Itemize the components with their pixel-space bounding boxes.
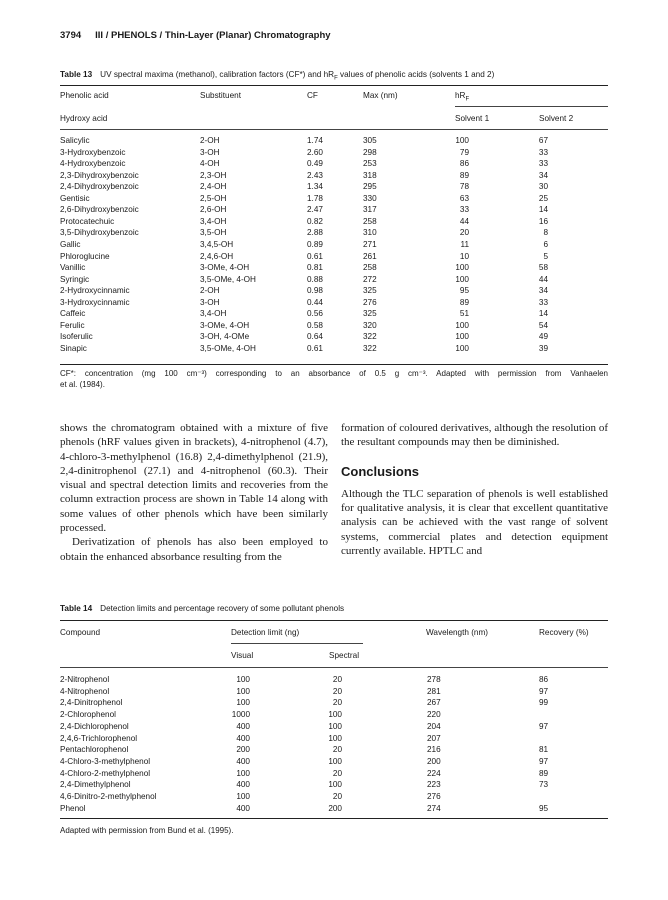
table13-cell: 258 bbox=[363, 216, 377, 226]
table14-label: Table 14 bbox=[60, 604, 93, 613]
table13-cell: 2,4-OH bbox=[200, 182, 227, 192]
table14-col-compound: Compound bbox=[60, 628, 101, 637]
table13-cell: 317 bbox=[363, 205, 377, 215]
table14-cell: 224 bbox=[427, 768, 441, 778]
table14-footnote: Adapted with permission from Bund et al. (1995). bbox=[60, 826, 234, 835]
table13-cell: 6 bbox=[543, 239, 548, 249]
table13-cell: Caffeic bbox=[60, 309, 86, 319]
table13-cell: 4-Hydroxybenzoic bbox=[60, 159, 126, 169]
table13-cell: 310 bbox=[363, 228, 377, 238]
table14-col-detection: Detection limit (ng) bbox=[231, 628, 300, 637]
table14-cell: 278 bbox=[427, 675, 441, 684]
table13-cell: 2.88 bbox=[307, 228, 323, 238]
table13-cell: Ferulic bbox=[60, 320, 85, 330]
table13-cell: 0.64 bbox=[307, 332, 323, 342]
table14-cell: 100 bbox=[328, 780, 342, 790]
table14-col-spectral: Spectral bbox=[329, 651, 360, 660]
table13-cell: 322 bbox=[363, 343, 377, 353]
table13-cell: 33 bbox=[538, 147, 548, 157]
table14-cell: 20 bbox=[332, 768, 342, 778]
table13-cell: 2,6-OH bbox=[200, 205, 227, 215]
table13-cell: 100 bbox=[455, 320, 469, 330]
table13-cell: 3-OMe, 4-OH bbox=[200, 263, 250, 273]
table13-cell: 100 bbox=[455, 343, 469, 353]
table13-col-phenolic-acid: Phenolic acid bbox=[60, 91, 109, 100]
table13-cell: 325 bbox=[363, 286, 377, 296]
table13-cell: 0.61 bbox=[307, 343, 323, 353]
table13-cell: 100 bbox=[455, 332, 469, 342]
table13-cell: 271 bbox=[363, 239, 377, 249]
table14-cell: 400 bbox=[236, 733, 250, 743]
table14-cell: 97 bbox=[539, 686, 549, 696]
table13-cell: Isoferulic bbox=[60, 332, 93, 342]
table14-col-visual: Visual bbox=[231, 651, 254, 660]
table13-cell: 78 bbox=[459, 182, 469, 192]
table13-cell: 33 bbox=[459, 205, 469, 215]
table14-cell: 276 bbox=[427, 792, 441, 801]
table14-cell: 200 bbox=[427, 756, 441, 766]
table13-cell: 44 bbox=[538, 274, 548, 284]
table14-cell: 100 bbox=[236, 686, 250, 696]
table13-caption: Table 13 UV spectral maxima (methanol), calibration factors (CF*) and $hR_F$ values of phenolic acids (solvents 1 and 2) bbox=[60, 70, 495, 82]
table14-cell: 100 bbox=[328, 733, 342, 743]
table13-cell: 2.43 bbox=[307, 170, 323, 180]
table13-cell: 3-OMe, 4-OH bbox=[200, 320, 250, 330]
table14-cell: 4-Chloro-3-methylphenol bbox=[60, 756, 151, 766]
table13-header-rule bbox=[60, 129, 608, 130]
body-paragraph: shows the chromatogram obtained with a mixture of five phenols (hRF values given in brackets), 4-nitrophenol (4.7), 4-chloro-3-methylphenol (16.8) 2,4-dimethylphenol (21.9), 2,4-dinitrophenol (27.1) and 4-nitrophenol (60.3). Their visual and spectral detection limits and recoveries from the column extraction process are shown in Table 14 along with some values of other phenols which have been similarly processed. bbox=[60, 422, 328, 535]
table13-cell: 11 bbox=[460, 239, 469, 249]
table14-cell: 400 bbox=[236, 756, 250, 766]
table13-cell: 0.56 bbox=[307, 309, 323, 319]
table13-cell: Protocatechuic bbox=[60, 216, 115, 226]
table13-cell: 0.49 bbox=[307, 159, 323, 169]
table13-cell: Salicylic bbox=[60, 136, 90, 145]
table13-footnote: CF*: concentration (mg 100 cm⁻³) corresponding to an absorbance of 0.5 g cm⁻³. Adapted with permission from Vanhaelen et al. (1984). bbox=[60, 369, 608, 389]
table13-cell: 0.82 bbox=[307, 216, 323, 226]
table13-cell: Phloroglucine bbox=[60, 251, 110, 261]
table14-detection-rule bbox=[231, 643, 363, 644]
table13-cell: 3-OH bbox=[200, 147, 220, 157]
table13-bottom-rule bbox=[60, 364, 608, 365]
table13-cell: Gentisic bbox=[60, 193, 90, 203]
table14-cell: 400 bbox=[236, 803, 250, 813]
table13-cell: 1.74 bbox=[307, 136, 323, 145]
table13-cell: Sinapic bbox=[60, 343, 87, 353]
table13-cell: 3,5-OMe, 4-OH bbox=[200, 343, 256, 353]
table13-cell: 34 bbox=[538, 170, 548, 180]
table13-cell: 14 bbox=[538, 205, 548, 215]
table14-cell: 100 bbox=[236, 768, 250, 778]
table13-cell: 2-Hydroxycinnamic bbox=[60, 286, 130, 296]
table14-cell: 100 bbox=[328, 710, 342, 720]
table14-cell: 274 bbox=[427, 803, 441, 813]
table14-cell: 100 bbox=[328, 756, 342, 766]
table13-cell: 1.34 bbox=[307, 182, 323, 192]
table14-cell: 20 bbox=[332, 698, 342, 708]
table14-cell: 100 bbox=[328, 721, 342, 731]
table13-cell: 3,5-OH bbox=[200, 228, 227, 238]
table13-cell: 63 bbox=[459, 193, 469, 203]
body-paragraph: Although the TLC separation of phenols is well established for qualitative analysis, it is clear that excellent quantitative analysis can be achieved with the vast range of solvent systems, commercial plates and detection equipment currently available. HPTLC and bbox=[341, 487, 608, 558]
table13-cell: 30 bbox=[538, 182, 548, 192]
table13-cell: 261 bbox=[363, 251, 377, 261]
table13-cell: 0.88 bbox=[307, 274, 323, 284]
table13-col-substituent: Substituent bbox=[200, 91, 241, 100]
table13-cell: 2,4-Dihydroxybenzoic bbox=[60, 182, 139, 192]
table13-cell: 3,4-OH bbox=[200, 309, 227, 319]
table13-cell: 8 bbox=[543, 228, 548, 238]
table14-cell: 2,4,6-Trichlorophenol bbox=[60, 733, 138, 743]
table13-cell: 100 bbox=[455, 263, 469, 273]
table13-col-hrf: $hR_F$ bbox=[455, 91, 470, 103]
body-right-column bbox=[341, 421, 608, 558]
table13-cell: 295 bbox=[363, 182, 377, 192]
table14-cell: 95 bbox=[539, 803, 549, 813]
table13-cell: 16 bbox=[538, 216, 548, 226]
table14-cell: 4-Chloro-2-methylphenol bbox=[60, 768, 151, 778]
table13-cell: 1.78 bbox=[307, 193, 323, 203]
table13-cell: 4-OH bbox=[200, 159, 220, 169]
table14-cell: 2-Chlorophenol bbox=[60, 710, 116, 720]
table13-cell: 2,4,6-OH bbox=[200, 251, 234, 261]
table13-cell: 2,5-OH bbox=[200, 193, 227, 203]
table14-cell: 20 bbox=[332, 745, 342, 755]
body-paragraph: formation of coloured derivatives, although the resolution of the resultant compounds may then be diminished. bbox=[341, 422, 608, 449]
table13-cell: 44 bbox=[459, 216, 469, 226]
table13-cell: 49 bbox=[538, 332, 548, 342]
table13-cell: 3,4-OH bbox=[200, 216, 227, 226]
table14-cell: 20 bbox=[332, 675, 342, 684]
table13-cell: 0.44 bbox=[307, 297, 323, 307]
table14-cell: 223 bbox=[427, 780, 441, 790]
table14-cell: 400 bbox=[236, 721, 250, 731]
table14-cell: 200 bbox=[328, 803, 342, 813]
table13-cell: 253 bbox=[363, 159, 377, 169]
table14-cell: 281 bbox=[427, 686, 441, 696]
table13-cell: 20 bbox=[459, 228, 469, 238]
table13-cell: 2-OH bbox=[200, 136, 220, 145]
table13-col-solvent2: Solvent 2 bbox=[539, 114, 574, 123]
table13-cell: 3-Hydroxycinnamic bbox=[60, 297, 130, 307]
table14-cell: 86 bbox=[539, 675, 549, 684]
table13-cell: 2.47 bbox=[307, 205, 323, 215]
table14-cell: Phenol bbox=[60, 803, 86, 813]
table13-cell: 0.61 bbox=[307, 251, 323, 261]
table14-cell: 4,6-Dinitro-2-methylphenol bbox=[60, 792, 157, 801]
table14-cell: 216 bbox=[427, 745, 441, 755]
table14-cell: 200 bbox=[236, 745, 250, 755]
table13-cell: 322 bbox=[363, 332, 377, 342]
table13-cell: 39 bbox=[538, 343, 548, 353]
table13-cell: 3-OH bbox=[200, 297, 220, 307]
table13-cell: 2-OH bbox=[200, 286, 220, 296]
section-heading: Conclusions bbox=[341, 463, 420, 479]
table13-cell: 3-Hydroxybenzoic bbox=[60, 147, 126, 157]
table13-cell: 325 bbox=[363, 309, 377, 319]
table13-cell: 58 bbox=[538, 263, 548, 273]
table13-top-rule bbox=[60, 85, 608, 86]
table13-cell: 318 bbox=[363, 170, 377, 180]
table13-cell: 272 bbox=[363, 274, 377, 284]
table13-cell: 3,5-Dihydroxybenzoic bbox=[60, 228, 139, 238]
table13-cell: 0.81 bbox=[307, 263, 323, 273]
table14-cell: Pentachlorophenol bbox=[60, 745, 129, 755]
table14-cell: 2,4-Dichlorophenol bbox=[60, 721, 129, 731]
table13-cell: 33 bbox=[538, 297, 548, 307]
table14-cell: 20 bbox=[332, 686, 342, 696]
table13-cell: 2.60 bbox=[307, 147, 323, 157]
table13-cell: 89 bbox=[459, 170, 469, 180]
table13-cell: 67 bbox=[538, 136, 548, 145]
table13-col-solvent1: Solvent 1 bbox=[455, 114, 490, 123]
table13-group-label: Hydroxy acid bbox=[60, 114, 108, 123]
table14-caption: Table 14 Detection limits and percentage recovery of some pollutant phenols bbox=[60, 604, 345, 613]
table14-cell: 400 bbox=[236, 780, 250, 790]
table13-cell: 33 bbox=[538, 159, 548, 169]
table14-cell: 99 bbox=[539, 698, 549, 708]
table14-cell: 100 bbox=[236, 675, 250, 684]
table13-label: Table 13 bbox=[60, 70, 93, 79]
table13-cell: 86 bbox=[459, 159, 469, 169]
table14-cell: 73 bbox=[539, 780, 549, 790]
table13-col-max: Max (nm) bbox=[363, 91, 398, 100]
table13-cell: 2,3-OH bbox=[200, 170, 227, 180]
running-title: III / PHENOLS / Thin-Layer (Planar) Chromatography bbox=[95, 30, 331, 41]
table14-col-wavelength: Wavelength (nm) bbox=[426, 628, 489, 637]
table14-cell: 207 bbox=[427, 733, 441, 743]
table14-header-rule bbox=[60, 667, 608, 668]
table14-cell: 267 bbox=[427, 698, 441, 708]
table13-cell: 95 bbox=[459, 286, 469, 296]
table13-cell: 54 bbox=[538, 320, 548, 330]
table14-top-rule bbox=[60, 620, 608, 621]
table13-cell: Gallic bbox=[60, 239, 81, 249]
table14-cell: 4-Nitrophenol bbox=[60, 686, 110, 696]
table14-cell: 2,4-Dimethylphenol bbox=[60, 780, 131, 790]
table13-cell: 79 bbox=[459, 147, 469, 157]
table13-cell: 3,5-OMe, 4-OH bbox=[200, 274, 256, 284]
table13-cell: 14 bbox=[538, 309, 548, 319]
table13-cell: 330 bbox=[363, 193, 377, 203]
table13-cell: 258 bbox=[363, 263, 377, 273]
table14-cell: 2,4-Dinitrophenol bbox=[60, 698, 123, 708]
table13-cell: 298 bbox=[363, 147, 377, 157]
page-number: 3794 bbox=[60, 30, 82, 41]
table13-cell: 0.98 bbox=[307, 286, 323, 296]
table13-cell: 0.58 bbox=[307, 320, 323, 330]
table14-cell: 89 bbox=[539, 768, 549, 778]
table13-cell: 3,4,5-OH bbox=[200, 239, 234, 249]
table14-cell: 100 bbox=[236, 698, 250, 708]
table13-cell: 89 bbox=[459, 297, 469, 307]
table13-col-cf: CF bbox=[307, 91, 318, 100]
table13-cell: 0.89 bbox=[307, 239, 323, 249]
table13-cell: 276 bbox=[363, 297, 377, 307]
table13-cell: 100 bbox=[455, 136, 469, 145]
table13-cell: 25 bbox=[538, 193, 548, 203]
table14-col-recovery: Recovery (%) bbox=[539, 628, 589, 637]
table14-cell: 1000 bbox=[231, 710, 250, 720]
table14-cell: 20 bbox=[332, 792, 342, 801]
table13-cell: 34 bbox=[538, 286, 548, 296]
running-header bbox=[60, 30, 331, 41]
table13-cell: 320 bbox=[363, 320, 377, 330]
table13-cell: Syringic bbox=[60, 274, 90, 284]
table14-cell: 220 bbox=[427, 710, 441, 720]
table13-cell: 2,6-Dihydroxybenzoic bbox=[60, 205, 139, 215]
table14-bottom-rule bbox=[60, 818, 608, 819]
table13-cell: Vanillic bbox=[60, 263, 86, 273]
table14-cell: 97 bbox=[539, 756, 549, 766]
table14-cell: 81 bbox=[539, 745, 549, 755]
table13-cell: 5 bbox=[543, 251, 548, 261]
table14-cell: 2-Nitrophenol bbox=[60, 675, 110, 684]
body-paragraph: Derivatization of phenols has also been employed to obtain the enhanced absorbance resulting from the bbox=[60, 536, 328, 563]
table13-cell: 51 bbox=[459, 309, 469, 319]
table13-cell: 3-OH, 4-OMe bbox=[200, 332, 250, 342]
table13-cell: 305 bbox=[363, 136, 377, 145]
table14-cell: 204 bbox=[427, 721, 441, 731]
body-left-column bbox=[60, 421, 328, 564]
table14-cell: 100 bbox=[236, 792, 250, 801]
table13-cell: 100 bbox=[455, 274, 469, 284]
table13-cell: 2,3-Dihydroxybenzoic bbox=[60, 170, 139, 180]
table13-cell: 10 bbox=[459, 251, 469, 261]
table13-hrf-rule bbox=[455, 106, 608, 107]
table14-cell: 97 bbox=[539, 721, 549, 731]
